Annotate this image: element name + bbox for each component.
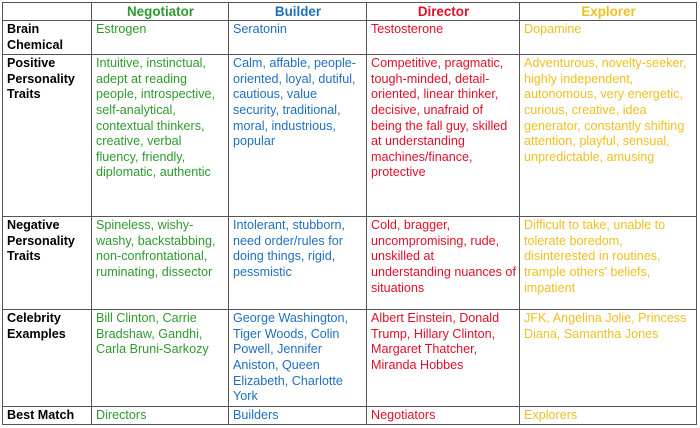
cell-director-positive-traits: Competitive, pragmatic, tough-minded, detail-oriented, linear thinker, decisive, unafraid of being the fall guy, skilled at understanding machines/finance, protective: [367, 55, 520, 217]
cell-builder-positive-traits: Calm, affable, people-oriented, loyal, dutiful, cautious, value security, traditional, moral, industrious, popular: [229, 55, 367, 217]
cell-explorer-best-match: Explorers: [520, 406, 697, 425]
cell-builder-best-match: Builders: [229, 406, 367, 425]
header-corner-cell: [3, 3, 92, 21]
cell-builder-brain-chemical: Seratonin: [229, 21, 367, 55]
header-director: Director: [367, 3, 520, 21]
row-label-negative-traits: Negative Personality Traits: [3, 217, 92, 310]
row-label-positive-traits: Positive Personality Traits: [3, 55, 92, 217]
cell-builder-celebrity-examples: George Washington, Tiger Woods, Colin Powell, Jennifer Aniston, Queen Elizabeth, Charlotte York: [229, 310, 367, 407]
header-explorer: Explorer: [520, 3, 697, 21]
header-negotiator: Negotiator: [92, 3, 229, 21]
header-builder: Builder: [229, 3, 367, 21]
cell-director-celebrity-examples: Albert Einstein, Donald Trump, Hillary Clinton, Margaret Thatcher, Miranda Hobbes: [367, 310, 520, 407]
personality-type-table: [2, 2, 697, 425]
row-brain-chemical: [3, 21, 697, 55]
row-label-best-match: Best Match: [3, 406, 92, 425]
cell-explorer-negative-traits: Difficult to take, unable to tolerate boredom, disinterested in routines, trample others' beliefs, impatient: [520, 217, 697, 310]
cell-director-brain-chemical: Testosterone: [367, 21, 520, 55]
row-celebrity-examples: [3, 310, 697, 407]
row-label-brain-chemical: Brain Chemical: [3, 21, 92, 55]
cell-explorer-positive-traits: Adventurous, novelty-seeker, highly independent, autonomous, very energetic, curious, creative, idea generator, constantly shifting attention, playful, sensual, unpredictable, amusing: [520, 55, 697, 217]
cell-director-negative-traits: Cold, bragger, uncompromising, rude, unskilled at understanding nuances of situations: [367, 217, 520, 310]
cell-negotiator-negative-traits: Spineless, wishy-washy, backstabbing, non-confrontational, ruminating, dissector: [92, 217, 229, 310]
header-row: [3, 3, 697, 21]
cell-explorer-brain-chemical: Dopamine: [520, 21, 697, 55]
cell-negotiator-best-match: Directors: [92, 406, 229, 425]
cell-negotiator-brain-chemical: Estrogen: [92, 21, 229, 55]
row-positive-traits: [3, 55, 697, 217]
row-best-match: [3, 406, 697, 425]
row-label-celebrity-examples: Celebrity Examples: [3, 310, 92, 407]
cell-explorer-celebrity-examples: JFK, Angelina Jolie, Princess Diana, Samantha Jones: [520, 310, 697, 407]
cell-negotiator-celebrity-examples: Bill Clinton, Carrie Bradshaw, Gandhi, Carla Bruni-Sarkozy: [92, 310, 229, 407]
cell-builder-negative-traits: Intolerant, stubborn, need order/rules for doing things, rigid, pessmistic: [229, 217, 367, 310]
row-negative-traits: [3, 217, 697, 310]
cell-director-best-match: Negotiators: [367, 406, 520, 425]
cell-negotiator-positive-traits: Intuitive, instinctual, adept at reading people, introspective, self-analytical, contextual thinkers, creative, verbal fluency, friendly, diplomatic, authentic: [92, 55, 229, 217]
